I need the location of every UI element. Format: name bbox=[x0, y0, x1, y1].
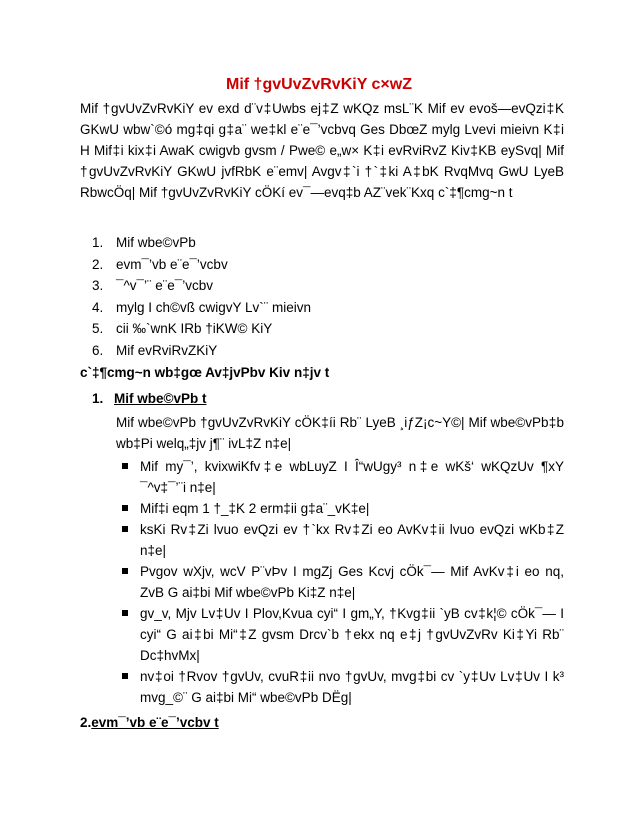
bullet-item bbox=[120, 561, 564, 603]
intro-paragraph: Mif †gvUvZvRvKiY ev exd d¨v‡Uwbs ej‡Z wKQz msL¨K Mif ev evoš—evQzi‡K GKwU wbw`©ó mg‡qi g‡a¨ we‡kl e¨e¯’vcbvq Ges DbœZ mylg Lvevi mieivn K‡i H Mif‡i kix‡i AwaK cwigvb gvsm / Pwe© e„w× K‡i evRviRvZ Kiv‡KB eySvq| Mif †gvUvZvRvKiY GKwU jvfRbK e¨emv| Avgv‡`i †`‡ki A‡bK RvqMvq GwU LyeB RbwcÖq| Mif †gvUvZvRvKiY cÖKí ev¯—evq‡b AZ¨vek¨Kxq c`‡¶cmg~n t bbox=[80, 101, 564, 200]
bullet-text: ksKi Rv‡Zi lvuo evQzi ev †`kx Rv‡Zi eo AvKv‡ii lvuo evQzi wKb‡Z n‡e| bbox=[140, 522, 564, 558]
subsection-paragraph: Mif wbe©vPb †gvUvZvRvKiY cÖK‡íi Rb¨ LyeB ¸iƒZ¡c~Y©| Mif wbe©vPb‡b wb‡Pi welq„‡jv j¶¨ ivL‡Z n‡e| bbox=[116, 415, 564, 451]
list-item bbox=[92, 232, 552, 254]
list-item-text: ¯^v¯’¨ e¨e¯’vcbv bbox=[116, 278, 213, 293]
subsection-title: Mif wbe©vPb t bbox=[114, 391, 207, 406]
bullet-item bbox=[120, 498, 564, 519]
square-bullet-icon bbox=[122, 673, 128, 679]
list-item-text: mylg I ch©vß cwigvY Lv`¨ mieivn bbox=[116, 299, 311, 315]
bullet-text: Mif‡i eqm 1 †_‡K 2 erm‡ii g‡a¨_vK‡e| bbox=[140, 501, 370, 516]
square-bullet-icon bbox=[122, 463, 128, 469]
document-title: Mif †gvUvZvRvKiY c×wZ bbox=[226, 76, 412, 93]
topic-list bbox=[92, 232, 552, 361]
next-section-heading bbox=[80, 715, 219, 730]
list-number: 5. bbox=[92, 321, 104, 336]
list-item bbox=[92, 297, 552, 319]
bullet-text: gv_v, Mjv Lv‡Uv I Plov,Kvua cyi“ I gm„Y, †Kvg‡ii `yB cv‡k¦© cÖk¯— I cyi“ G ai‡bi Mi“‡Z gvsm Drcv`b †ekx nq e‡j †gvUvZvRv Ki‡Yi Rb¨ Dc‡hvMx| bbox=[140, 606, 564, 663]
list-item bbox=[92, 275, 552, 297]
list-item-text: Mif evRviRvZKiY bbox=[116, 342, 218, 358]
list-item-text: evm¯’vb e¨e¯’vcbv bbox=[116, 256, 228, 272]
section-heading: c`‡¶cmg~n wb‡gœ Av‡jvPbv Kiv n‡jv t bbox=[80, 365, 330, 380]
list-number: 4. bbox=[92, 299, 104, 315]
bullet-item bbox=[120, 519, 564, 561]
list-item-text: Mif wbe©vPb bbox=[116, 235, 196, 250]
bullet-list bbox=[120, 456, 564, 708]
bullet-text: Mif my¯’, kvixwiKfv‡e wbLuyZ I Î“wUgy³ n‡e wKš‘ wKQzUv ¶xY ¯^v‡¯’¨i n‡e| bbox=[140, 459, 564, 495]
square-bullet-icon bbox=[122, 505, 128, 511]
list-item bbox=[92, 254, 552, 276]
next-section-number: 2. bbox=[80, 715, 92, 730]
list-number: 2. bbox=[92, 256, 104, 272]
subsection-heading bbox=[92, 391, 206, 406]
bullet-text: Pvgov wXjv, wcV P¨vÞv I mgZj Ges Kcvj cÖk¯— Mif AvKv‡i eo nq, ZvB G ai‡bi Mif wbe©vPb Ki‡Z n‡e| bbox=[140, 564, 564, 600]
bullet-item bbox=[120, 456, 564, 498]
list-number: 6. bbox=[92, 342, 104, 358]
list-item-text: cii ‰`wnK IRb †iKW© KiY bbox=[116, 321, 273, 336]
bullet-text: nv‡oi †Rvov †gvUv, cvuR‡ii nvo †gvUv, mvg‡bi cv `y‡Uv Lv‡Uv I k³ mvg_©¨ G ai‡bi Mi“ wbe©vPb DËg| bbox=[140, 669, 564, 705]
list-number: 3. bbox=[92, 278, 104, 293]
list-number: 1. bbox=[92, 235, 104, 250]
subsection-number: 1. bbox=[92, 391, 104, 406]
square-bullet-icon bbox=[122, 610, 128, 616]
next-section-title: evm¯’vb e¨e¯’vcbv t bbox=[91, 715, 219, 730]
list-item bbox=[92, 340, 552, 362]
bullet-item bbox=[120, 666, 564, 708]
list-item bbox=[92, 318, 552, 340]
square-bullet-icon bbox=[122, 568, 128, 574]
bullet-item bbox=[120, 603, 564, 666]
square-bullet-icon bbox=[122, 526, 128, 532]
